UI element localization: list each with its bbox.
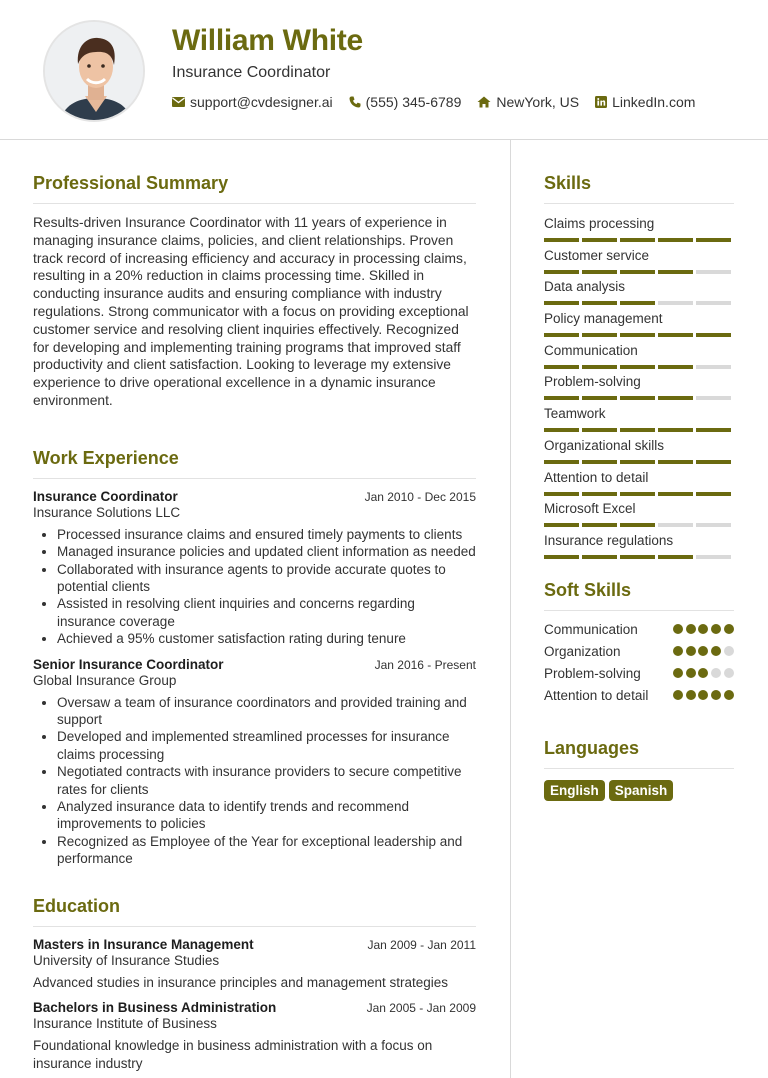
skill-level-segment bbox=[696, 396, 731, 400]
soft-skill-rating bbox=[670, 643, 734, 660]
contact-email[interactable] bbox=[172, 94, 333, 110]
skill-level-segment bbox=[620, 301, 655, 305]
skill-item bbox=[544, 372, 734, 404]
location-text: NewYork, US bbox=[496, 94, 580, 110]
skill-level-bar bbox=[544, 365, 734, 369]
envelope-icon bbox=[172, 97, 185, 107]
skill-level-segment bbox=[620, 270, 655, 274]
soft-skill-rating bbox=[670, 621, 734, 638]
soft-skill-name: Problem-solving bbox=[544, 665, 641, 681]
skill-name: Policy management bbox=[544, 311, 663, 327]
soft-skill-item bbox=[544, 687, 734, 704]
skill-name: Problem-solving bbox=[544, 374, 641, 390]
skill-level-segment bbox=[658, 238, 693, 242]
list-item: • Managed insurance policies and updated client information as needed bbox=[57, 543, 476, 560]
list-item: • Developed and implemented streamlined processes for insurance claims processing bbox=[57, 728, 476, 763]
skill-item bbox=[544, 309, 734, 341]
skill-item bbox=[544, 246, 734, 278]
list-item: • Oversaw a team of insurance coordinators and provided training and support bbox=[57, 694, 476, 729]
rating-dot bbox=[711, 646, 721, 656]
rating-dot bbox=[724, 690, 734, 700]
rating-dot bbox=[698, 624, 708, 634]
rating-dot bbox=[673, 646, 683, 656]
skill-level-segment bbox=[658, 365, 693, 369]
skill-name: Insurance regulations bbox=[544, 532, 674, 548]
job-entry bbox=[33, 489, 476, 648]
email-text: support@cvdesigner.ai bbox=[190, 94, 333, 110]
skill-level-segment bbox=[658, 555, 693, 559]
candidate-title: Insurance Coordinator bbox=[172, 64, 331, 81]
skill-level-segment bbox=[544, 555, 579, 559]
contact-linkedin[interactable] bbox=[595, 94, 695, 110]
skill-level-segment bbox=[696, 428, 731, 432]
contact-phone[interactable] bbox=[349, 94, 462, 110]
languages-list bbox=[544, 780, 734, 801]
experience-heading: Work Experience bbox=[33, 448, 476, 479]
skill-level-segment bbox=[544, 365, 579, 369]
skill-level-segment bbox=[582, 460, 617, 464]
skill-level-segment bbox=[582, 428, 617, 432]
contact-location bbox=[477, 94, 579, 110]
rating-dot bbox=[673, 690, 683, 700]
main-column bbox=[33, 140, 476, 1072]
skills-heading: Skills bbox=[544, 173, 734, 204]
skill-name: Communication bbox=[544, 342, 638, 358]
skill-level-segment bbox=[620, 396, 655, 400]
summary-heading: Professional Summary bbox=[33, 173, 476, 204]
skill-level-segment bbox=[544, 460, 579, 464]
resume-header bbox=[0, 0, 768, 140]
rating-dot bbox=[698, 646, 708, 656]
list-item: • Achieved a 95% customer satisfaction rating during tenure bbox=[57, 630, 476, 647]
education-section bbox=[33, 896, 476, 1073]
home-icon bbox=[477, 96, 491, 108]
skill-level-bar bbox=[544, 270, 734, 274]
skill-name: Claims processing bbox=[544, 216, 655, 231]
skill-level-segment bbox=[696, 301, 731, 305]
skill-level-bar bbox=[544, 428, 734, 432]
education-entry bbox=[33, 937, 476, 992]
rating-dot bbox=[698, 690, 708, 700]
contact-list bbox=[172, 94, 711, 110]
skill-level-segment bbox=[620, 523, 655, 527]
skill-level-segment bbox=[620, 460, 655, 464]
skill-level-segment bbox=[582, 396, 617, 400]
job-company: Global Insurance Group bbox=[33, 672, 177, 688]
rating-dot bbox=[673, 624, 683, 634]
skill-level-segment bbox=[582, 333, 617, 337]
skill-level-segment bbox=[544, 333, 579, 337]
skill-level-segment bbox=[582, 301, 617, 305]
list-item: • Processed insurance claims and ensured timely payments to clients bbox=[57, 526, 476, 543]
skill-level-bar bbox=[544, 301, 734, 305]
soft-skills-section bbox=[544, 580, 734, 704]
soft-skill-item bbox=[544, 665, 734, 682]
list-item: • Collaborated with insurance agents to provide accurate quotes to potential clients bbox=[57, 561, 476, 596]
education-description: Advanced studies in insurance principles and management strategies bbox=[33, 974, 448, 990]
phone-text: (555) 345-6789 bbox=[365, 94, 462, 110]
sidebar-column bbox=[544, 140, 734, 801]
skill-level-bar bbox=[544, 523, 734, 527]
job-dates: Jan 2016 - Present bbox=[374, 657, 476, 672]
summary-section bbox=[33, 173, 476, 410]
job-bullets bbox=[33, 694, 476, 868]
skill-level-segment bbox=[582, 492, 617, 496]
skill-name: Teamwork bbox=[544, 406, 606, 422]
soft-skill-name: Attention to detail bbox=[544, 687, 649, 703]
job-bullets bbox=[33, 526, 476, 648]
skill-level-segment bbox=[696, 460, 731, 464]
skill-level-segment bbox=[620, 333, 655, 337]
skill-level-segment bbox=[658, 523, 693, 527]
skill-level-segment bbox=[620, 365, 655, 369]
rating-dot bbox=[673, 668, 683, 678]
skill-item bbox=[544, 436, 734, 468]
avatar bbox=[43, 20, 145, 122]
rating-dot bbox=[724, 624, 734, 634]
skill-level-segment bbox=[582, 270, 617, 274]
skill-level-segment bbox=[544, 238, 579, 242]
skill-level-segment bbox=[658, 428, 693, 432]
skill-level-segment bbox=[696, 270, 731, 274]
skill-item bbox=[544, 341, 734, 373]
skill-item bbox=[544, 468, 734, 500]
skill-item bbox=[544, 499, 734, 531]
list-item: • Assisted in resolving client inquiries and concerns regarding insurance coverage bbox=[57, 595, 476, 630]
rating-dot bbox=[686, 624, 696, 634]
skill-level-segment bbox=[544, 301, 579, 305]
rating-dot bbox=[686, 646, 696, 656]
column-divider bbox=[510, 140, 511, 1078]
skill-level-bar bbox=[544, 492, 734, 496]
skills-section bbox=[544, 173, 734, 563]
rating-dot bbox=[711, 668, 721, 678]
skill-level-segment bbox=[696, 523, 731, 527]
soft-skills-list bbox=[544, 621, 734, 704]
skill-level-segment bbox=[582, 555, 617, 559]
skill-level-segment bbox=[582, 523, 617, 527]
skill-level-segment bbox=[658, 301, 693, 305]
rating-dot bbox=[686, 690, 696, 700]
rating-dot bbox=[698, 668, 708, 678]
soft-skill-rating bbox=[670, 687, 734, 704]
skill-name: Customer service bbox=[544, 247, 650, 263]
job-company: Insurance Solutions LLC bbox=[33, 504, 181, 520]
skill-level-segment bbox=[544, 523, 579, 527]
education-dates: Jan 2009 - Jan 2011 bbox=[367, 937, 476, 952]
skill-level-segment bbox=[658, 460, 693, 464]
skill-item bbox=[544, 214, 734, 246]
soft-skill-name: Organization bbox=[544, 643, 621, 659]
languages-heading: Languages bbox=[544, 738, 734, 769]
soft-skill-rating bbox=[670, 665, 734, 682]
school-name: Insurance Institute of Business bbox=[33, 1016, 217, 1032]
skill-item bbox=[544, 531, 734, 563]
skill-level-bar bbox=[544, 460, 734, 464]
skill-level-segment bbox=[582, 365, 617, 369]
skill-level-segment bbox=[696, 365, 731, 369]
skill-item bbox=[544, 277, 734, 309]
list-item: • Analyzed insurance data to identify trends and recommend improvements to policies bbox=[57, 798, 476, 833]
skill-level-segment bbox=[544, 492, 579, 496]
skill-level-bar bbox=[544, 396, 734, 400]
skill-item bbox=[544, 404, 734, 436]
skill-level-segment bbox=[620, 238, 655, 242]
candidate-name: William White bbox=[172, 24, 363, 57]
skill-level-segment bbox=[544, 428, 579, 432]
rating-dot bbox=[711, 690, 721, 700]
job-title: Insurance Coordinator bbox=[33, 488, 178, 504]
job-title: Senior Insurance Coordinator bbox=[33, 656, 224, 672]
skill-level-segment bbox=[658, 333, 693, 337]
skill-level-segment bbox=[658, 492, 693, 496]
skill-level-segment bbox=[658, 396, 693, 400]
skill-name: Attention to detail bbox=[544, 469, 649, 485]
skill-level-bar bbox=[544, 238, 734, 242]
language-tag: Spanish bbox=[609, 780, 674, 801]
languages-section bbox=[544, 738, 734, 801]
education-heading: Education bbox=[33, 896, 476, 927]
skill-name: Data analysis bbox=[544, 279, 626, 295]
language-tag: English bbox=[544, 780, 605, 801]
skill-level-segment bbox=[620, 428, 655, 432]
skill-level-segment bbox=[696, 238, 731, 242]
skill-level-segment bbox=[696, 492, 731, 496]
skills-list bbox=[544, 214, 734, 563]
job-dates: Jan 2010 - Dec 2015 bbox=[364, 489, 476, 504]
skill-level-segment bbox=[620, 555, 655, 559]
education-description: Foundational knowledge in business administration with a focus on insurance industry bbox=[33, 1038, 433, 1071]
skill-level-segment bbox=[620, 492, 655, 496]
rating-dot bbox=[724, 646, 734, 656]
soft-skill-item bbox=[544, 643, 734, 660]
soft-skill-item bbox=[544, 621, 734, 638]
skill-level-bar bbox=[544, 555, 734, 559]
school-name: University of Insurance Studies bbox=[33, 952, 220, 968]
education-entry bbox=[33, 1000, 476, 1072]
soft-skill-name: Communication bbox=[544, 621, 638, 637]
job-entry bbox=[33, 657, 476, 868]
linkedin-icon bbox=[595, 96, 607, 108]
rating-dot bbox=[724, 668, 734, 678]
education-dates: Jan 2005 - Jan 2009 bbox=[366, 1001, 476, 1016]
skill-level-segment bbox=[544, 396, 579, 400]
skill-level-segment bbox=[696, 333, 731, 337]
skill-level-bar bbox=[544, 333, 734, 337]
rating-dot bbox=[686, 668, 696, 678]
experience-section bbox=[33, 448, 476, 868]
skill-name: Organizational skills bbox=[544, 437, 665, 453]
skill-level-segment bbox=[696, 555, 731, 559]
skill-level-segment bbox=[658, 270, 693, 274]
list-item: • Negotiated contracts with insurance providers to secure competitive rates for clients bbox=[57, 763, 476, 798]
rating-dot bbox=[711, 624, 721, 634]
skill-level-segment bbox=[582, 238, 617, 242]
degree-title: Masters in Insurance Management bbox=[33, 936, 254, 952]
skill-name: Microsoft Excel bbox=[544, 501, 636, 517]
linkedin-text: LinkedIn.com bbox=[612, 94, 696, 110]
list-item: • Recognized as Employee of the Year for exceptional leadership and performance bbox=[57, 833, 476, 868]
phone-icon bbox=[349, 96, 361, 108]
skill-level-segment bbox=[544, 270, 579, 274]
degree-title: Bachelors in Business Administration bbox=[33, 1000, 277, 1016]
summary-text: Results-driven Insurance Coordinator with 11 years of experience in managing insurance claims, policies, and client relationships. Proven track record of increasing efficiency and accuracy in processing claims, resulting in a 20% reduction in claims processing time. Skilled in conducting insurance audits and ensuring compliance with industry regulations. Strong communicator with a focus on providing exceptional customer service and resolving client inquiries effectively. Recognized for developing and implementing training programs that improved staff productivity and client satisfaction. Looking to leverage my extensive experience to drive operational excellence in a dynamic insurance environment. bbox=[33, 215, 469, 408]
soft-skills-heading: Soft Skills bbox=[544, 580, 734, 611]
